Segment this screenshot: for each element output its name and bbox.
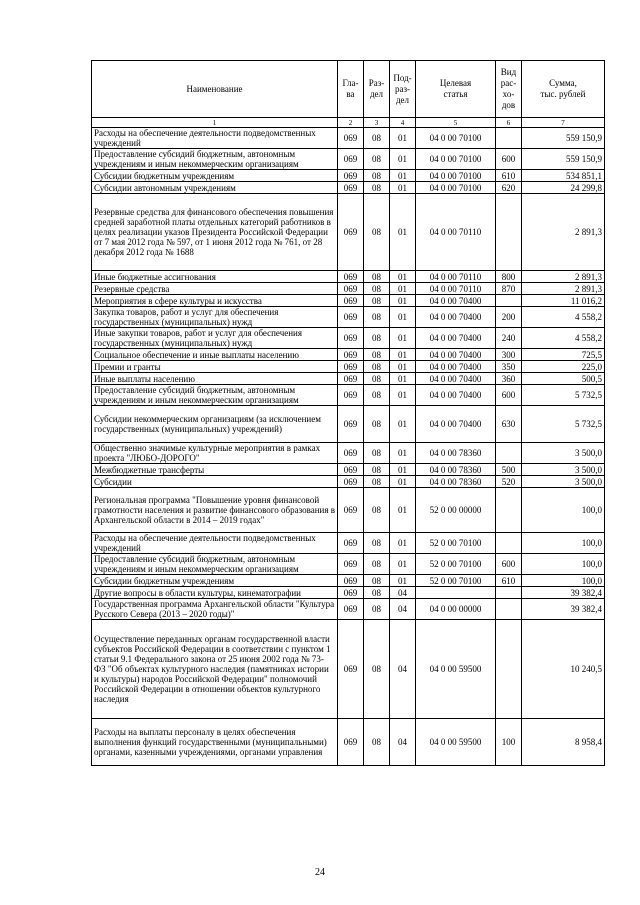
table-row	[92, 476, 605, 488]
table-row	[92, 406, 605, 443]
cell-sum: 24 299,8	[522, 182, 605, 194]
cell-razdel: 08	[364, 575, 390, 587]
cell-name: Расходы на обеспечение деятельности подведомственных учреждений	[92, 533, 338, 554]
cell-glava: 069	[338, 328, 364, 349]
cell-name: Социальное обеспечение и иные выплаты населению	[92, 349, 338, 361]
cell-target: 04 0 00 70400	[416, 406, 496, 443]
cell-vid: 100	[496, 719, 522, 766]
cell-target: 04 0 00 78360	[416, 476, 496, 488]
cell-sum: 3 500,0	[522, 443, 605, 464]
cell-name: Мероприятия в сфере культуры и искусства	[92, 295, 338, 307]
cell-sum: 39 382,4	[522, 587, 605, 599]
cell-target: 04 0 00 70400	[416, 328, 496, 349]
table-row	[92, 283, 605, 295]
cell-razdel: 08	[364, 443, 390, 464]
cell-razdel: 08	[364, 373, 390, 385]
cell-glava: 069	[338, 719, 364, 766]
cell-name: Субсидии бюджетным учреждениям	[92, 170, 338, 182]
cell-razdel: 08	[364, 128, 390, 149]
cell-podrazdel: 04	[390, 599, 416, 620]
cell-name: Иные выплаты населению	[92, 373, 338, 385]
budget-table	[91, 60, 605, 766]
cell-sum: 500,5	[522, 373, 605, 385]
cell-target: 04 0 00 70400	[416, 349, 496, 361]
cell-glava: 069	[338, 170, 364, 182]
cell-name: Другие вопросы в области культуры, кинематографии	[92, 587, 338, 599]
cell-vid	[496, 128, 522, 149]
table-row	[92, 349, 605, 361]
column-number: 4	[390, 118, 416, 128]
cell-target	[416, 587, 496, 599]
cell-name: Премии и гранты	[92, 361, 338, 373]
cell-glava: 069	[338, 533, 364, 554]
cell-podrazdel: 04	[390, 620, 416, 719]
page-number: 24	[315, 867, 325, 878]
cell-razdel: 08	[364, 307, 390, 328]
cell-glava: 069	[338, 476, 364, 488]
cell-podrazdel: 01	[390, 464, 416, 476]
cell-target: 52 0 00 70100	[416, 575, 496, 587]
cell-razdel: 08	[364, 361, 390, 373]
cell-vid	[496, 620, 522, 719]
table-row	[92, 719, 605, 766]
table-row	[92, 361, 605, 373]
col-vid-header: Вид рас- хо- дов	[496, 61, 522, 118]
table-row	[92, 533, 605, 554]
cell-glava: 069	[338, 373, 364, 385]
col-target-header: Целевая статья	[416, 61, 496, 118]
cell-glava: 069	[338, 295, 364, 307]
cell-target: 04 0 00 70100	[416, 170, 496, 182]
cell-sum: 100,0	[522, 488, 605, 533]
cell-podrazdel: 01	[390, 443, 416, 464]
cell-podrazdel: 01	[390, 283, 416, 295]
cell-sum: 8 958,4	[522, 719, 605, 766]
cell-podrazdel: 04	[390, 587, 416, 599]
cell-sum: 4 558,2	[522, 328, 605, 349]
cell-glava: 069	[338, 349, 364, 361]
cell-podrazdel: 01	[390, 533, 416, 554]
cell-vid: 350	[496, 361, 522, 373]
cell-vid: 240	[496, 328, 522, 349]
col-sum-header: Сумма, тыс. рублей	[522, 61, 605, 118]
cell-glava: 069	[338, 149, 364, 170]
cell-name: Субсидии автономным учреждениям	[92, 182, 338, 194]
cell-name: Закупка товаров, работ и услуг для обеспечения государственных (муниципальных) нужд	[92, 307, 338, 328]
cell-target: 04 0 00 70100	[416, 149, 496, 170]
table-row	[92, 373, 605, 385]
cell-razdel: 08	[364, 182, 390, 194]
cell-glava: 069	[338, 599, 364, 620]
cell-name: Предоставление субсидий бюджетным, автономным учреждениям и иным некоммерческим организациям	[92, 149, 338, 170]
cell-podrazdel: 01	[390, 488, 416, 533]
cell-sum: 39 382,4	[522, 599, 605, 620]
cell-glava: 069	[338, 361, 364, 373]
cell-glava: 069	[338, 307, 364, 328]
table-row	[92, 464, 605, 476]
cell-podrazdel: 01	[390, 373, 416, 385]
cell-razdel: 08	[364, 554, 390, 575]
cell-name: Предоставление субсидий бюджетным, автономным учреждениям и иным некоммерческим организациям	[92, 554, 338, 575]
cell-razdel: 08	[364, 488, 390, 533]
cell-target: 04 0 00 70400	[416, 385, 496, 406]
cell-glava: 069	[338, 443, 364, 464]
cell-sum: 3 500,0	[522, 464, 605, 476]
table-body	[92, 128, 605, 766]
cell-sum: 5 732,5	[522, 385, 605, 406]
table-row	[92, 194, 605, 271]
cell-vid	[496, 443, 522, 464]
cell-name: Иные закупки товаров, работ и услуг для обеспечения государственных (муниципальных) нужд	[92, 328, 338, 349]
cell-podrazdel: 01	[390, 128, 416, 149]
cell-razdel: 08	[364, 620, 390, 719]
cell-glava: 069	[338, 406, 364, 443]
cell-vid: 630	[496, 406, 522, 443]
cell-razdel: 08	[364, 271, 390, 283]
cell-podrazdel: 01	[390, 271, 416, 283]
cell-sum: 725,5	[522, 349, 605, 361]
cell-podrazdel: 01	[390, 406, 416, 443]
cell-vid	[496, 295, 522, 307]
cell-vid: 600	[496, 554, 522, 575]
cell-vid	[496, 599, 522, 620]
cell-glava: 069	[338, 620, 364, 719]
cell-sum: 2 891,3	[522, 283, 605, 295]
cell-vid: 800	[496, 271, 522, 283]
cell-glava: 069	[338, 587, 364, 599]
cell-podrazdel: 01	[390, 182, 416, 194]
cell-name: Субсидии некоммерческим организациям (за исключением государственных (муниципальных) учреждений)	[92, 406, 338, 443]
cell-vid: 300	[496, 349, 522, 361]
table-row	[92, 170, 605, 182]
cell-podrazdel: 01	[390, 575, 416, 587]
table-row	[92, 271, 605, 283]
cell-name: Иные бюджетные ассигнования	[92, 271, 338, 283]
header-row	[92, 61, 605, 118]
table-row	[92, 554, 605, 575]
table-row	[92, 599, 605, 620]
cell-target: 04 0 00 70100	[416, 128, 496, 149]
cell-podrazdel: 01	[390, 476, 416, 488]
cell-sum: 534 851,1	[522, 170, 605, 182]
cell-podrazdel: 01	[390, 149, 416, 170]
table-row	[92, 128, 605, 149]
cell-podrazdel: 01	[390, 385, 416, 406]
cell-target: 04 0 00 59500	[416, 620, 496, 719]
cell-podrazdel: 01	[390, 295, 416, 307]
cell-target: 04 0 00 70400	[416, 361, 496, 373]
cell-sum: 3 500,0	[522, 476, 605, 488]
cell-vid: 620	[496, 182, 522, 194]
cell-razdel: 08	[364, 406, 390, 443]
table-row	[92, 182, 605, 194]
cell-vid: 870	[496, 283, 522, 295]
cell-glava: 069	[338, 575, 364, 587]
cell-podrazdel: 04	[390, 719, 416, 766]
cell-sum: 11 016,2	[522, 295, 605, 307]
cell-razdel: 08	[364, 464, 390, 476]
cell-podrazdel: 01	[390, 194, 416, 271]
cell-vid: 360	[496, 373, 522, 385]
cell-target: 04 0 00 59500	[416, 719, 496, 766]
cell-name: Субсидии бюджетным учреждениям	[92, 575, 338, 587]
cell-podrazdel: 01	[390, 361, 416, 373]
cell-sum: 4 558,2	[522, 307, 605, 328]
cell-glava: 069	[338, 283, 364, 295]
cell-target: 04 0 00 70110	[416, 194, 496, 271]
cell-glava: 069	[338, 464, 364, 476]
column-number: 3	[364, 118, 390, 128]
cell-glava: 069	[338, 194, 364, 271]
cell-razdel: 08	[364, 295, 390, 307]
column-number: 1	[92, 118, 338, 128]
table-row	[92, 587, 605, 599]
table-row	[92, 307, 605, 328]
cell-name: Расходы на выплаты персоналу в целях обеспечения выполнения функций государственными (муниципальными) органами, казенными учреждениями, органами управления	[92, 719, 338, 766]
cell-name: Общественно значимые культурные мероприятия в рамках проекта "ЛЮБО-ДОРОГО"	[92, 443, 338, 464]
cell-razdel: 08	[364, 533, 390, 554]
col-name-header: Наименование	[92, 61, 338, 118]
cell-razdel: 08	[364, 194, 390, 271]
col-podrazdel-header: Под- раз- дел	[390, 61, 416, 118]
cell-podrazdel: 01	[390, 328, 416, 349]
cell-name: Расходы на обеспечение деятельности подведомственных учреждений	[92, 128, 338, 149]
cell-sum: 559 150,9	[522, 128, 605, 149]
cell-vid: 500	[496, 464, 522, 476]
cell-sum: 10 240,5	[522, 620, 605, 719]
cell-sum: 2 891,3	[522, 194, 605, 271]
cell-target: 52 0 00 00000	[416, 488, 496, 533]
cell-target: 04 0 00 78360	[416, 443, 496, 464]
column-number: 5	[416, 118, 496, 128]
cell-vid: 200	[496, 307, 522, 328]
cell-podrazdel: 01	[390, 554, 416, 575]
cell-target: 04 0 00 70110	[416, 271, 496, 283]
cell-podrazdel: 01	[390, 349, 416, 361]
table-row	[92, 620, 605, 719]
table-row	[92, 443, 605, 464]
table-row	[92, 149, 605, 170]
cell-podrazdel: 01	[390, 170, 416, 182]
cell-sum: 225,0	[522, 361, 605, 373]
cell-glava: 069	[338, 554, 364, 575]
cell-sum: 559 150,9	[522, 149, 605, 170]
cell-razdel: 08	[364, 476, 390, 488]
cell-razdel: 08	[364, 328, 390, 349]
cell-glava: 069	[338, 128, 364, 149]
cell-razdel: 08	[364, 599, 390, 620]
cell-razdel: 08	[364, 283, 390, 295]
cell-target: 04 0 00 70400	[416, 373, 496, 385]
table-row	[92, 575, 605, 587]
column-number-row	[92, 118, 605, 128]
cell-name: Резервные средства	[92, 283, 338, 295]
cell-target: 04 0 00 70110	[416, 283, 496, 295]
cell-podrazdel: 01	[390, 307, 416, 328]
cell-sum: 100,0	[522, 533, 605, 554]
cell-razdel: 08	[364, 349, 390, 361]
cell-vid	[496, 533, 522, 554]
cell-name: Субсидии	[92, 476, 338, 488]
cell-razdel: 08	[364, 719, 390, 766]
cell-sum: 2 891,3	[522, 271, 605, 283]
cell-glava: 069	[338, 488, 364, 533]
cell-name: Предоставление субсидий бюджетным, автономным учреждениям и иным некоммерческим организациям	[92, 385, 338, 406]
column-number: 2	[338, 118, 364, 128]
cell-vid: 520	[496, 476, 522, 488]
cell-target: 04 0 00 70100	[416, 182, 496, 194]
cell-vid	[496, 194, 522, 271]
table-row	[92, 385, 605, 406]
cell-glava: 069	[338, 385, 364, 406]
cell-vid: 600	[496, 149, 522, 170]
cell-target: 52 0 00 70100	[416, 554, 496, 575]
cell-name: Региональная программа "Повышение уровня финансовой грамотности населения и развитие финансового образования в Архангельской области в 2014 – 2019 годах"	[92, 488, 338, 533]
cell-target: 52 0 00 70100	[416, 533, 496, 554]
table-row	[92, 328, 605, 349]
cell-razdel: 08	[364, 149, 390, 170]
cell-razdel: 08	[364, 587, 390, 599]
cell-name: Осуществление переданных органам государственной власти субъектов Российской Федерации в соответствии с пунктом 1 статьи 9.1 Федерального закона от 25 июня 2002 года № 73-ФЗ "Об объектах культурного наследия (памятниках истории и культуры) народов Российской Федерации" полномочий Российской Федерации в отношении объектов культурного наследия	[92, 620, 338, 719]
cell-vid	[496, 587, 522, 599]
cell-razdel: 08	[364, 170, 390, 182]
column-number: 7	[522, 118, 605, 128]
cell-target: 04 0 00 78360	[416, 464, 496, 476]
cell-glava: 069	[338, 271, 364, 283]
cell-name: Резервные средства для финансового обеспечения повышения средней заработной платы отдельных категорий работников в целях реализации указов Президента Российской Федерации от 7 мая 2012 года № 597, от 1 июня 2012 года № 761, от 28 декабря 2012 года № 1688	[92, 194, 338, 271]
cell-razdel: 08	[364, 385, 390, 406]
cell-sum: 5 732,5	[522, 406, 605, 443]
cell-vid: 600	[496, 385, 522, 406]
cell-vid: 610	[496, 170, 522, 182]
cell-sum: 100,0	[522, 575, 605, 587]
cell-vid	[496, 488, 522, 533]
table-row	[92, 295, 605, 307]
cell-name: Государственная программа Архангельской области "Культура Русского Севера (2013 – 2020 годы)"	[92, 599, 338, 620]
cell-target: 04 0 00 00000	[416, 599, 496, 620]
table-row	[92, 488, 605, 533]
cell-sum: 100,0	[522, 554, 605, 575]
col-razdel-header: Раз- дел	[364, 61, 390, 118]
cell-glava: 069	[338, 182, 364, 194]
cell-name: Межбюджетные трансферты	[92, 464, 338, 476]
col-glava-header: Гла- ва	[338, 61, 364, 118]
column-number: 6	[496, 118, 522, 128]
cell-target: 04 0 00 70400	[416, 295, 496, 307]
cell-vid: 610	[496, 575, 522, 587]
cell-target: 04 0 00 70400	[416, 307, 496, 328]
